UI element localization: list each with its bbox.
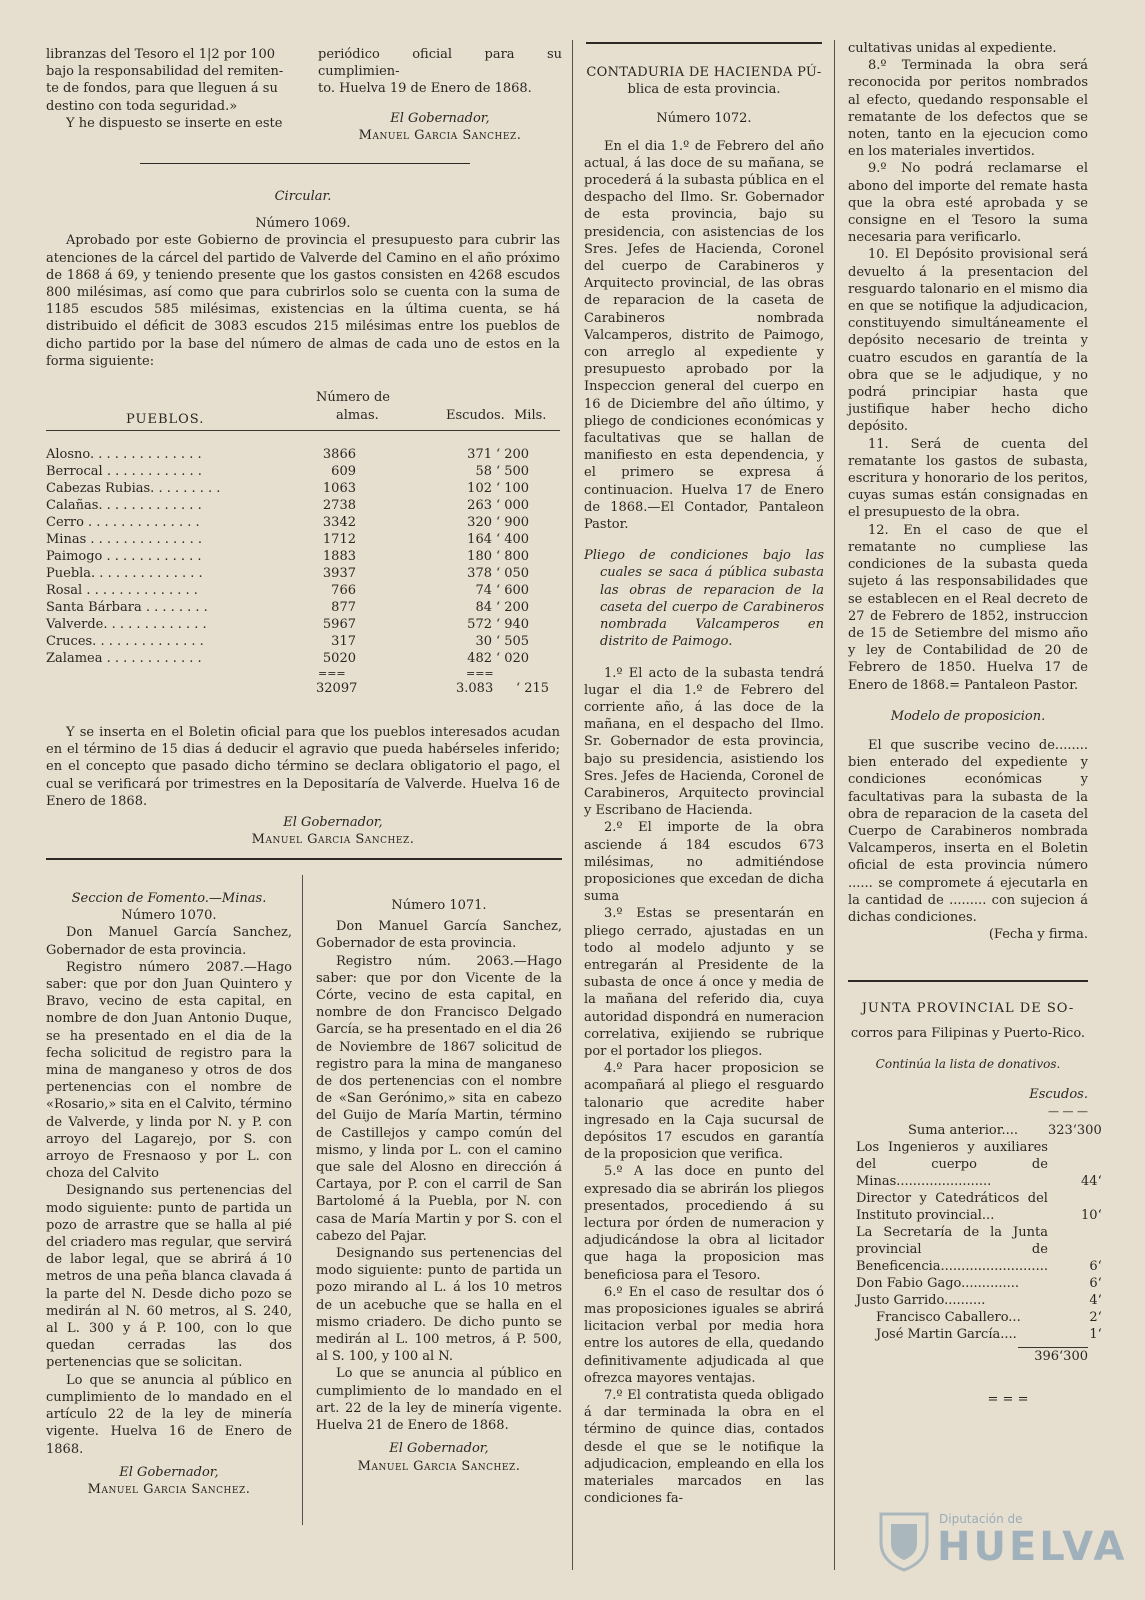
donativo-label: Don Fabio Gago..............	[856, 1276, 1019, 1292]
header-mils: Mils.	[514, 408, 547, 423]
section-title: CONTADURIA DE HACIENDA PÚ-	[586, 65, 822, 80]
escudos-cell: 102	[467, 481, 492, 496]
section-divider	[848, 980, 1088, 982]
header-rule	[46, 430, 560, 431]
mils-cell: ‘ 900	[496, 515, 530, 530]
almas-cell: 766	[331, 583, 356, 598]
text-line: libranzas del Tesoro el 1|2 por 100	[46, 47, 276, 62]
end-mark: = = =	[987, 1392, 1029, 1408]
donativo-value: 44‘	[1081, 1174, 1102, 1190]
col2-top	[318, 46, 562, 144]
pueblo-cell: Minas . . . . . . . . . . . . . .	[46, 532, 202, 547]
table-row	[46, 514, 560, 531]
pueblo-cell: Puebla. . . . . . . . . . . . . .	[46, 566, 203, 581]
section-divider	[46, 858, 562, 860]
table-header	[46, 390, 560, 434]
escudos-cell: 180	[467, 549, 492, 564]
dashes: — — —	[1048, 1104, 1088, 1118]
table-row	[848, 1122, 1102, 1139]
table-row	[46, 531, 560, 548]
pueblo-cell: Cruces. . . . . . . . . . . . . .	[46, 634, 204, 649]
watermark-prefix: Diputación de	[939, 1512, 1023, 1526]
table-row	[46, 548, 560, 565]
table-row	[848, 1326, 1102, 1343]
section-title: Seccion de Fomento.—Minas.	[71, 891, 267, 906]
donativo-label: José Martin García....	[876, 1327, 1017, 1343]
pueblo-cell: Zalamea . . . . . . . . . . . .	[46, 651, 202, 666]
table-row	[46, 497, 560, 514]
almas-cell: 877	[331, 600, 356, 615]
condition: 2.º El importe de la obra asciende á 184 escudos 673 milésimas, no admitiéndose proposiciones que excedan de dicha suma	[584, 820, 824, 905]
condition: 11. Será de cuenta del rematante los gastos de subasta, escritura y honorario de los peritos, cuyas sumas están consignadas en el presupuesto de la obra.	[848, 436, 1088, 521]
circular-title: Circular.	[274, 189, 332, 204]
modelo-title: Modelo de proposicion.	[890, 708, 1046, 724]
pueblo-cell: Cerro . . . . . . . . . . . . . .	[46, 515, 200, 530]
section-title-cont: blica de esta provincia.	[627, 82, 781, 98]
paragraph: Registro número 2087.—Hago saber: que por don Juan Quintero y Bravo, vecino de esta capital, en nombre de don Juan Antonio Duque, se ha presentado en el dia de la fecha solicitud de registro para la mina de manganeso y otros de dos pertenencias con el nombre de «Rosario,» sita en el Calvito, término de Valverde, y linda por N. y P. con arroyo del Lagarejo, por S. con arroyo de Fresnaoso y por L. con choza del Calvito	[46, 959, 292, 1182]
governor-signature: Manuel Garcia Sanchez.	[357, 1458, 521, 1474]
governor-signature: Manuel Garcia Sanchez.	[87, 1481, 251, 1497]
almas-cell: 5967	[322, 617, 356, 632]
table-row	[46, 650, 560, 667]
pliego-title: Pliego de condiciones bajo las cuales se saca á pública subasta las obras de reparacion de la caseta del cuerpo de Carabineros nombrada Valcamperos en distrito de Paimogo.	[584, 548, 824, 650]
donativo-value: 1‘	[1089, 1327, 1102, 1343]
table-row	[848, 1275, 1102, 1292]
donativo-label: La Secretaría de la Junta provincial de Beneficencia..........................	[856, 1225, 1048, 1275]
table-row	[848, 1224, 1102, 1275]
donativos-total: 396‘300	[1034, 1349, 1088, 1365]
governor-title: El Gobernador,	[389, 1441, 489, 1457]
header-pueblos: PUEBLOS.	[126, 412, 205, 427]
table-row	[46, 582, 560, 599]
total-mils: ‘ 215	[516, 681, 550, 696]
governor-signature: Manuel Garcia Sanchez.	[251, 832, 415, 848]
registro-1071	[316, 897, 562, 1475]
pueblo-cell: Santa Bárbara . . . . . . . .	[46, 600, 208, 615]
escudos-cell: 371	[467, 447, 492, 462]
condition: 12. En el caso de que el rematante no cumpliese las condiciones de la subasta queda sujeto á las responsabilidades que se establecen en el Real decreto de 27 de Febrero de 1852, instruccion de 15 de Setiembre del mismo año y ley de Contabilidad de 20 de Febrero de 1850. Huelva 17 de Enero de 1868.= Pantaleon Pastor.	[848, 522, 1088, 693]
donativo-label: Francisco Caballero...	[876, 1310, 1021, 1326]
donativo-value: 6‘	[1089, 1276, 1102, 1292]
suma-value: 323‘300	[1047, 1123, 1102, 1139]
shield-icon	[877, 1510, 931, 1572]
governor-title: El Gobernador,	[390, 110, 490, 126]
paragraph: Registro núm. 2063.—Hago saber: que por don Vicente de la Córte, vecino de esta capital, en nombre de don Francisco Delgado García, se ha presentado en el dia 26 de Noviembre de 1867 solicitud de registro para la mina de manganeso de dos pertenencias con el nombre de «San Gerónimo,» sita en cabezo del Guijo de María Martin, término de Castillejos y campo común del mismo, y linda por L. con el camino que sale del Alosno en dirección á Cartaya, por P. con el carril de San Bartolomé á la Puebla, por N. con casa de María Martin y por S. con el cabezo del Pajar.	[316, 953, 562, 1244]
header-almas: almas.	[336, 408, 379, 423]
almas-cell: 609	[331, 464, 356, 479]
text-line: periódico oficial para su cumplimien-	[318, 47, 562, 80]
escudos-cell: 58	[475, 464, 492, 479]
section-number: Número 1072.	[656, 111, 752, 127]
escudos-cell: 164	[467, 532, 492, 547]
mils-cell: ‘ 050	[496, 566, 530, 581]
section-number: Número 1070.	[121, 908, 217, 924]
table-row	[848, 1309, 1102, 1326]
text-line: Y he dispuesto se inserte en este	[66, 115, 283, 131]
condition: 7.º El contratista queda obligado á dar terminada la obra en el término de quince dias, contados desde el que se le notifique la adjudicacion, empleando en ella los materiales marcados en las condiciones fa-	[584, 1388, 824, 1507]
mils-cell: ‘ 400	[496, 532, 530, 547]
closing-paragraph: Y se inserta en el Boletin oficial para que los pueblos interesados acudan en el término de 15 dias á deducir el agravio que pueda habérseles inferido; en el concepto que pasado dicho término se declara obligatorio el pago, el cual se verificará por trimestres en la Depositaría de Valverde. Huelva 16 de Enero de 1868.	[46, 725, 560, 809]
escudos-cell: 263	[467, 498, 492, 513]
paragraph: Designando sus pertenencias del modo siguiente: punto de partida un pozo mirando al L. á los 10 metros de un acebuche que se halla en el mismo criadero. De dicho punto se medirán al L. 100 metros, á P. 500, al S. 100, y 100 al N.	[316, 1246, 562, 1365]
governor-title: El Gobernador,	[283, 815, 383, 831]
table-total	[46, 667, 560, 701]
almas-cell: 3342	[322, 515, 356, 530]
total-escudos: 3.083	[456, 681, 494, 696]
escudos-cell: 378	[467, 566, 492, 581]
modelo-paragraph: El que suscribe vecino de........ bien enterado del expediente y condiciones económicas y facultativas para la subasta de la obra de reparacion de la caseta del Cuerpo de Carabineros nombrada Valcamperos, inserta en el Boletin oficial de esta provincia número ...... se compromete á ejecutarla en la cantidad de ......... con sujecion á dichas condiciones.	[848, 737, 1088, 925]
condition: 10. El Depósito provisional será devuelto á la presentacion del resguardo talonario en el mismo dia en que se notifique la adjudicacion, constituyendo simultáneamente el depósito necesario de treinta y cuatro escudos en garantía de la obra que se le adjudique, y no podrá principiar hasta que justifique haber hecho dicho depósito.	[848, 247, 1088, 435]
section-number: Número 1071.	[391, 898, 487, 913]
escudos-cell: 74	[475, 583, 492, 598]
pueblo-cell: Calañas. . . . . . . . . . . . .	[46, 498, 202, 513]
mils-cell: ‘ 505	[496, 634, 530, 649]
table-row	[46, 480, 560, 497]
watermark-name: HUELVA	[937, 1524, 1128, 1570]
section-divider	[140, 163, 470, 164]
continua-text: Continúa la lista de donativos.	[875, 1057, 1061, 1072]
section-divider	[586, 42, 822, 44]
condition: 6.º En el caso de resultar dos ó mas proposiciones iguales se abrirá licitacion verbal por media hora entre los autores de ella, quedando definitivamente adjudicada al que ofrezca mayores ventajas.	[584, 1284, 824, 1386]
column-rule	[834, 40, 835, 1570]
pueblos-table	[46, 390, 560, 701]
circular-paragraph: Aprobado por este Gobierno de provincia el presupuesto para cubrir las atenciones de la cárcel del partido de Valverde del Camino en el año próximo de 1868 á 69, y teniendo presente que los gastos consisten en 4268 escudos 800 milésimas, así como que para cubrirlos solo se cuenta con la suma de 1185 escudos 585 milésimas, existencias en la última cuenta, se há distribuido el déficit de 3083 escudos 215 milésimas entre los pueblos de dicho partido por la base del número de almas de cada uno de estos en la forma siguiente:	[46, 233, 560, 369]
mils-cell: ‘ 200	[496, 600, 530, 615]
total-rule: ===	[466, 667, 494, 680]
paragraph: Don Manuel García Sanchez, Gobernador de esta provincia.	[316, 919, 562, 952]
col4-conditions	[848, 40, 1088, 943]
table-row	[848, 1139, 1102, 1190]
mils-cell: ‘ 200	[496, 447, 530, 462]
circular-number: Número 1069.	[255, 216, 351, 232]
donativo-label: Los Ingenieros y auxiliares del cuerpo de Minas.......................	[856, 1140, 1048, 1190]
almas-cell: 1883	[322, 549, 356, 564]
almas-cell: 1063	[322, 481, 356, 496]
almas-cell: 5020	[322, 651, 356, 666]
mils-cell: ‘ 800	[496, 549, 530, 564]
table-row	[46, 565, 560, 582]
condition: 5.º A las doce en punto del expresado dia se abrirán los pliegos presentados, procediendo á su lectura por órden de numeracion y adjudicándose la obra al licitador que haga la proposicion mas beneficiosa para el Tesoro.	[584, 1164, 824, 1283]
almas-cell: 3866	[322, 447, 356, 462]
paragraph: Don Manuel García Sanchez, Gobernador de esta provincia.	[46, 925, 292, 958]
table-body	[46, 446, 560, 667]
pueblo-cell: Alosno. . . . . . . . . . . . . .	[46, 447, 202, 462]
donativo-value: 2‘	[1089, 1310, 1102, 1326]
donativos-table	[848, 1122, 1102, 1343]
junta-title-cont: corros para Filipinas y Puerto-Rico.	[850, 1026, 1086, 1042]
pueblo-cell: Cabezas Rubias. . . . . . . . .	[46, 481, 221, 496]
table-row	[46, 463, 560, 480]
table-row	[46, 616, 560, 633]
fecha-firma: (Fecha y firma.	[988, 927, 1088, 943]
governor-title: El Gobernador,	[119, 1464, 219, 1480]
escudos-cell: 30	[475, 634, 492, 649]
huelva-watermark	[877, 1506, 1127, 1576]
junta-provincial	[848, 1000, 1102, 1408]
mils-cell: ‘ 500	[496, 464, 530, 479]
condition: 8.º Terminada la obra será reconocida por peritos nombrados al efecto, quedando responsable el rematante de los defectos que se noten, tanto en la ejecucion como en los materiales invertidos.	[848, 58, 1088, 160]
column-rule	[302, 875, 303, 1525]
junta-title: JUNTA PROVINCIAL DE SO-	[861, 1001, 1075, 1016]
circular-1069	[46, 188, 560, 370]
escudos-cell: 482	[467, 651, 492, 666]
governor-signature: Manuel Garcia Sanchez.	[358, 127, 522, 143]
mils-cell: ‘ 000	[496, 498, 530, 513]
pueblo-cell: Rosal . . . . . . . . . . . . . .	[46, 583, 198, 598]
donativo-label: Director y Catedráticos del Instituto provincial...	[856, 1191, 1048, 1224]
text-line: cultativas unidas al expediente.	[848, 41, 1057, 56]
pueblo-cell: Valverde. . . . . . . . . . . . .	[46, 617, 207, 632]
total-rule: ===	[318, 667, 346, 680]
donativo-value: 6‘	[1089, 1259, 1102, 1275]
contaduria-1072	[584, 64, 824, 1507]
table-row	[46, 633, 560, 650]
table-row	[46, 446, 560, 463]
circular-closing	[46, 724, 560, 848]
mils-cell: ‘ 600	[496, 583, 530, 598]
mils-cell: ‘ 100	[496, 481, 530, 496]
col1-top	[46, 46, 284, 132]
escudos-cell: 572	[467, 617, 492, 632]
mils-cell: ‘ 940	[496, 617, 530, 632]
escudos-cell: 84	[475, 600, 492, 615]
pueblo-cell: Paimogo . . . . . . . . . . . .	[46, 549, 202, 564]
paragraph: Lo que se anuncia al público en cumplimiento de lo mandado en el art. 22 de la ley de minería vigente. Huelva 21 de Enero de 1868.	[316, 1366, 562, 1434]
condition: 1.º El acto de la subasta tendrá lugar el dia 1.º de Febrero del corriente año, á las doce de la mañana, en el despacho del Ilmo. Sr. Gobernador de esta provincia, bajo su presidencia, asistiendo los Sres. Jefes de Hacienda, Coronel de Carabineros, Arquitecto provincial y Escribano de Hacienda.	[584, 665, 824, 819]
column-rule	[572, 40, 573, 1570]
condition: 9.º No podrá reclamarse el abono del importe del remate hasta que la obra esté aprobada y se consigne en el Tesoro la suma necesaria para verificarlo.	[848, 161, 1088, 246]
table-row	[848, 1190, 1102, 1224]
paragraph: Designando sus pertenencias del modo siguiente: punto de partida un pozo de arrastre que se halla al pié del criadero mas regular, que servirá de labor legal, que se abrirá á 10 metros de una peña blanca clavada á la parte del N. Desde dicho pozo se medirán al N. 60 metros, al S. 240, al L. 300 y á P. 100, con lo que quedan cerradas las dos pertenencias que se solicitan.	[46, 1183, 292, 1371]
almas-cell: 317	[331, 634, 356, 649]
escudos-header: Escudos.	[1029, 1086, 1088, 1102]
table-row	[848, 1292, 1102, 1309]
paragraph: Lo que se anuncia al público en cumplimiento de lo mandado en el artículo 22 de la ley de minería vigente. Huelva 16 de Enero de 1868.	[46, 1372, 292, 1457]
donativo-value: 4‘	[1089, 1293, 1102, 1309]
total-almas: 32097	[316, 681, 358, 696]
table-row	[46, 599, 560, 616]
almas-cell: 1712	[322, 532, 356, 547]
mils-cell: ‘ 020	[496, 651, 530, 666]
condition: 3.º Estas se presentarán en pliego cerrado, ajustadas en un todo al modelo adjunto y se entregarán al Presidente de la subasta de once á once y media de la mañana del referido dia, cuya autoridad dispondrá en numeracion correlativa, exijiendo se rubrique por el portador los pliegos.	[584, 906, 824, 1059]
donativo-label: Justo Garrido..........	[856, 1293, 986, 1309]
escudos-cell: 320	[467, 515, 492, 530]
almas-cell: 2738	[322, 498, 356, 513]
pueblo-cell: Berrocal . . . . . . . . . . . .	[46, 464, 202, 479]
donativo-value: 10‘	[1081, 1208, 1102, 1224]
paragraph: En el dia 1.º de Febrero del año actual, á las doce de su mañana, se procederá á la subasta pública en el despacho del Ilmo. Sr. Gobernador de esta provincia, bajo su presidencia, con asistencias de los Sres. Jefes de Hacienda, Coronel del cuerpo de Carabineros y Arquitecto provincial, de las obras de reparacion de la caseta de Carabineros nombrada Valcamperos, distrito de Paimogo, con arreglo al expediente y presupuesto aprobado por la Inspeccion general del cuerpo en 16 de Diciembre del año último, y pliego de condiciones económicas y facultativas que se hallan de manifiesto en esta dependencia, y el primero se expresa á continuacion. Huelva 17 de Enero de 1868.—El Contador, Pantaleon Pastor.	[584, 138, 824, 533]
text-line: destino con toda seguridad.»	[46, 98, 238, 114]
text-line: bajo la responsabilidad del remiten-	[46, 64, 284, 80]
fomento-1070	[46, 890, 292, 1498]
almas-cell: 3937	[322, 566, 356, 581]
header-numero: Número de	[316, 390, 390, 405]
header-escudos: Escudos.	[446, 408, 505, 423]
condition: 4.º Para hacer proposicion se acompañará al pliego el resguardo talonario que acredite haber ingresado en la Caja sucursal de depósitos 17 escudos en garantía de la proposicion que verifica.	[584, 1061, 824, 1163]
text-line: te de fondos, para que lleguen á su	[46, 81, 278, 97]
suma-label: Suma anterior....	[908, 1123, 1019, 1139]
text-line: to. Huelva 19 de Enero de 1868.	[318, 81, 532, 97]
